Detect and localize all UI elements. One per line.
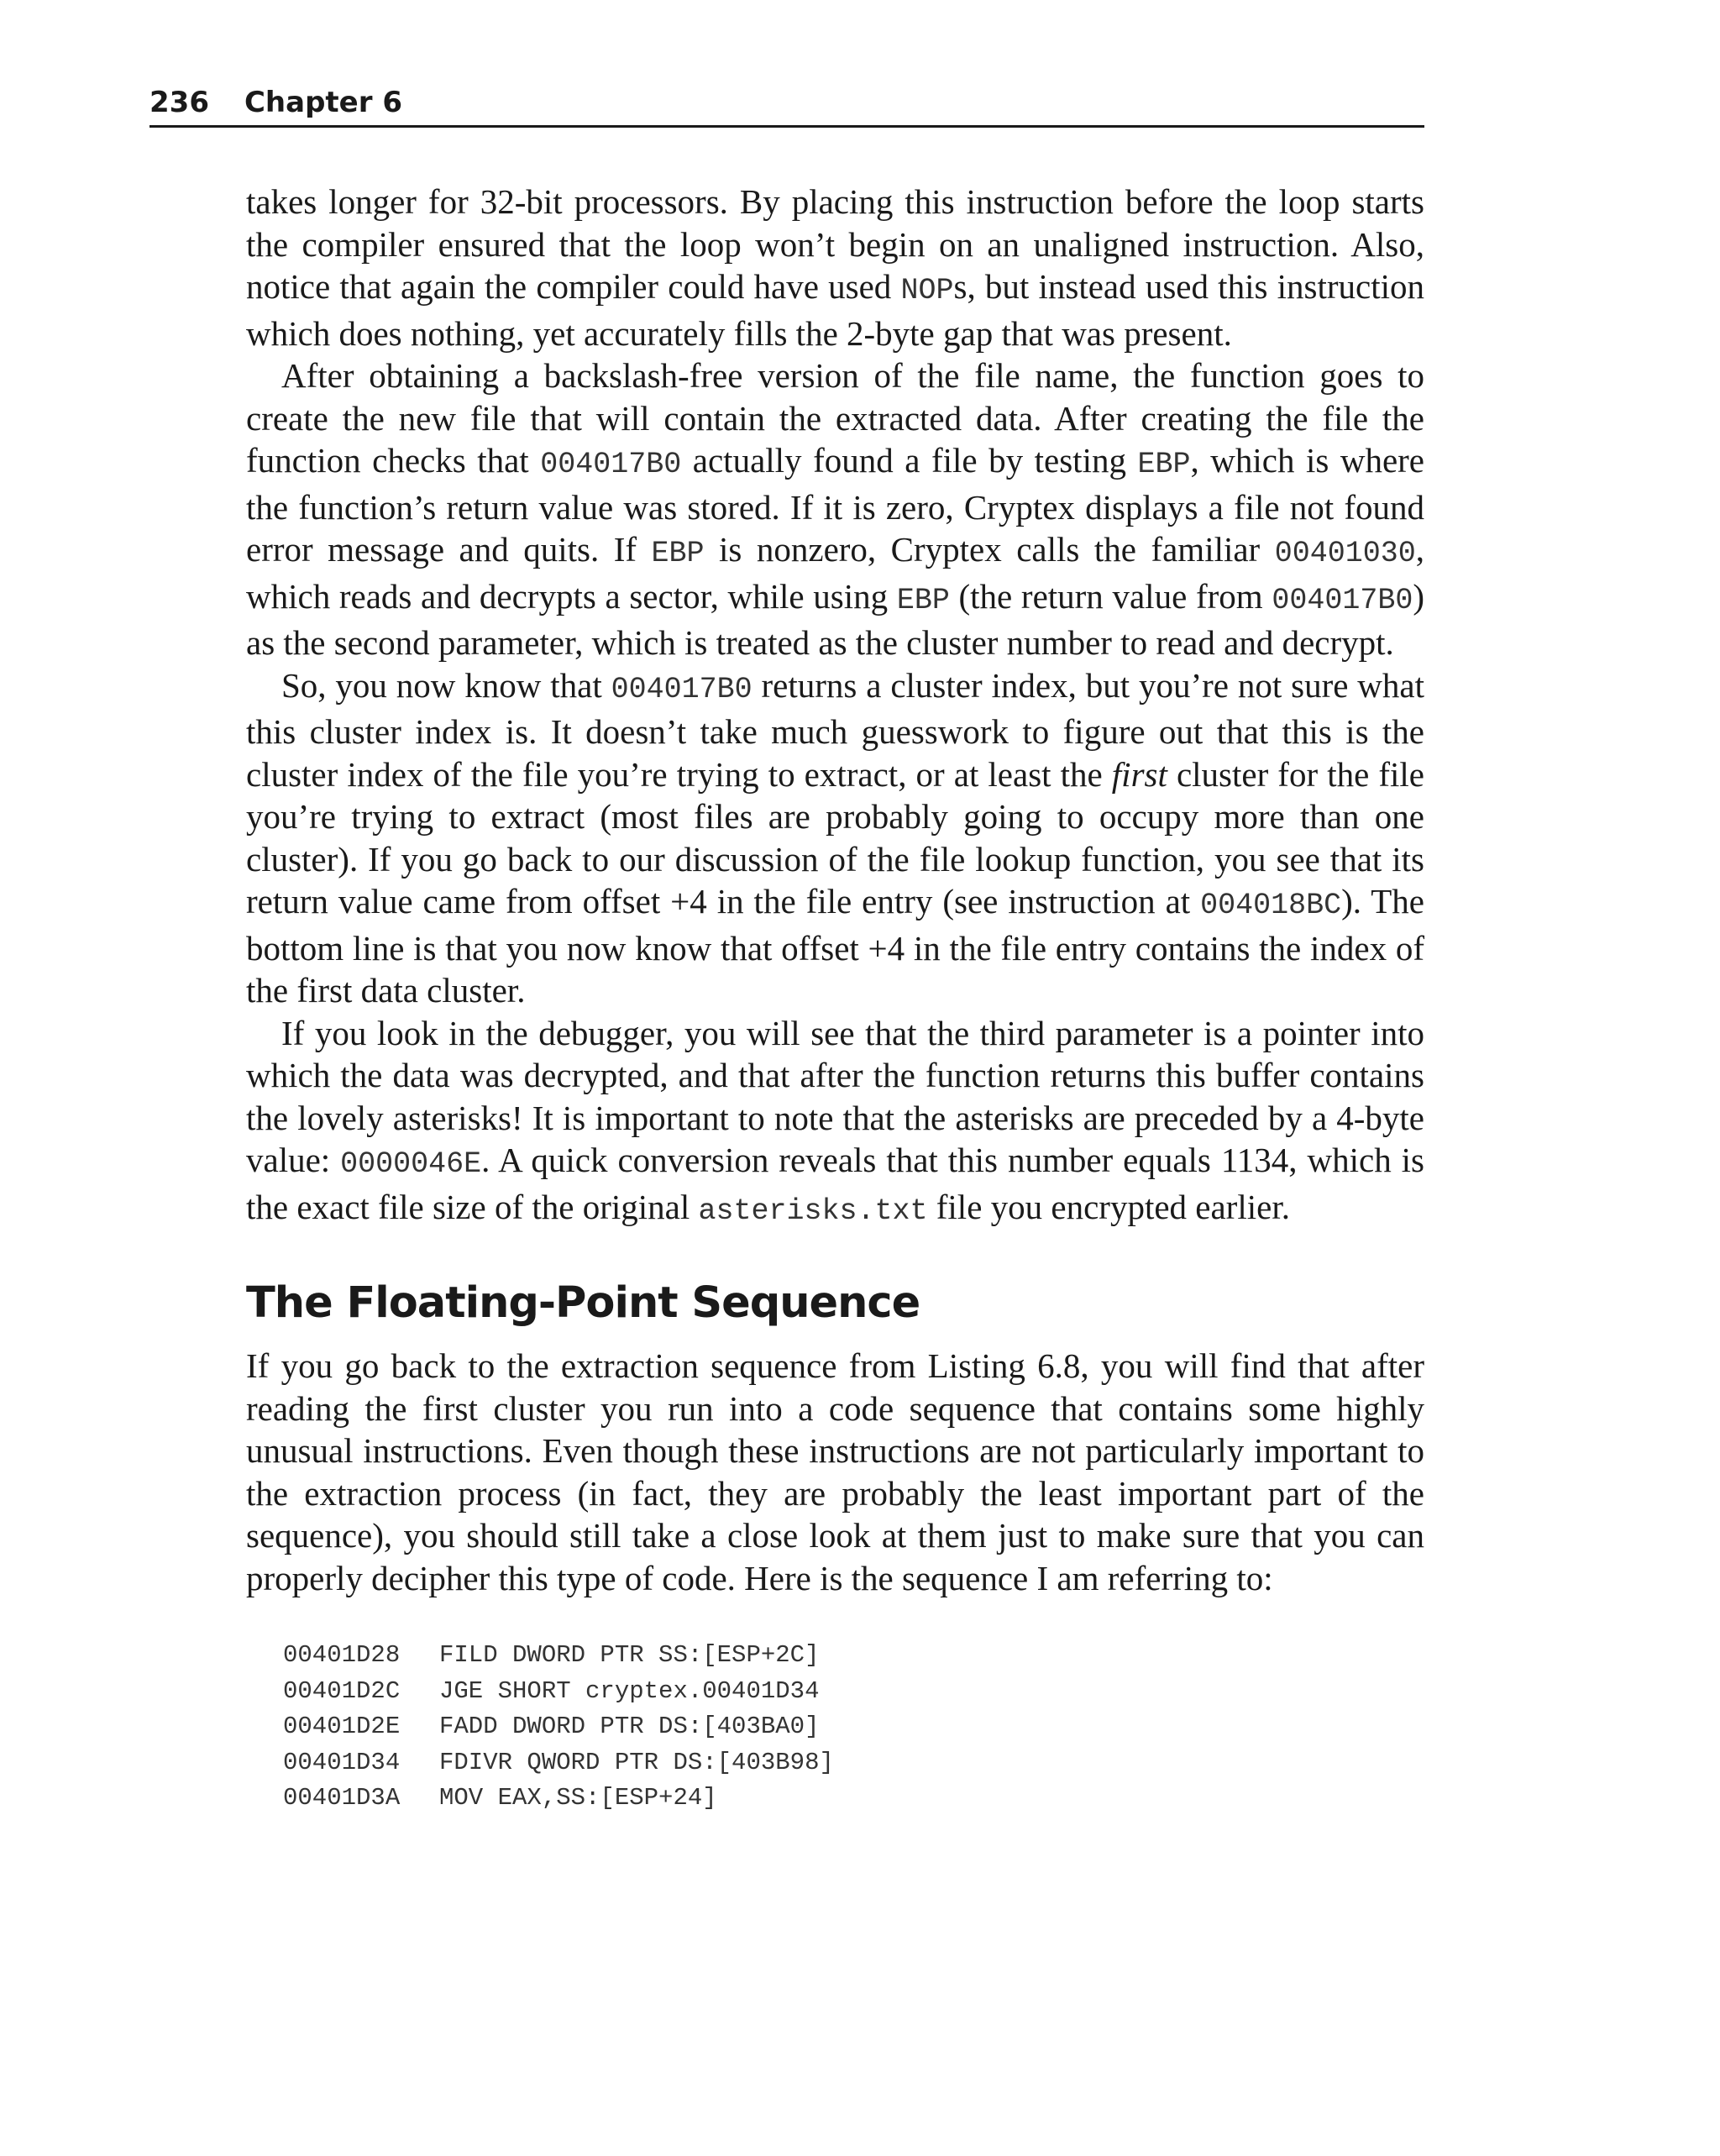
- text-run: cluster for the file you’re trying to extract (most files are probably going to occupy more than one cluster). If you go back to our discussion of the file lookup function, you see that its return value came from offset +4 in the file entry (see instruction at: [246, 754, 1424, 921]
- page-number: 236: [149, 86, 209, 119]
- code-line: [283, 1638, 1424, 1674]
- code-line: [283, 1745, 1424, 1781]
- text-run: ). The bottom line is that you now know that offset +4 in the file entry contains the index of the first data cluster.: [246, 882, 1424, 1010]
- text-run: , which is where the function’s return value was stored. If it is zero, Cryptex displays a file not found error message and quits. If: [246, 441, 1425, 569]
- text-run: (the return value from: [949, 576, 1272, 616]
- paragraph-2: [246, 354, 1424, 664]
- text-run: After obtaining a backslash-free version of the file name, the function goes to create the new file that will contain the extracted data. After creating the file the function checks that: [246, 356, 1424, 480]
- code-instruction: FILD DWORD PTR SS:[ESP+2C]: [439, 1641, 820, 1669]
- text-run: If you go back to the extraction sequence from Listing 6.8, you will find that after reading the first cluster you run into a code sequence that contains some highly unusual instructions. Even though these instructions are not particularly important to the extraction process (in fact, they are probably the least important part of the sequence), you should still take a close look at them just to make sure that you can properly decipher this type of code. Here is the sequence I am referring to:: [246, 1346, 1424, 1597]
- paragraph-3: [246, 664, 1424, 1012]
- text-run: So, you now know that: [281, 665, 611, 705]
- inline-code: 00401030: [1274, 537, 1416, 570]
- code-line: [283, 1709, 1424, 1745]
- inline-code: NOP: [900, 274, 954, 307]
- code-address: 00401D3A: [283, 1784, 401, 1812]
- paragraph-5: [246, 1345, 1424, 1599]
- paragraph-1: [246, 181, 1424, 354]
- inline-code: EBP: [1137, 448, 1191, 481]
- inline-code: 004017B0: [1272, 583, 1413, 617]
- text-run: actually found a file by testing: [681, 441, 1138, 480]
- code-address: 00401D2C: [283, 1676, 401, 1705]
- code-listing: [283, 1638, 1424, 1817]
- text-run: If you look in the debugger, you will see that the third parameter is a pointer into which the data was decrypted, and that after the function returns this buffer contains the lovely asterisks! It is important to note that the asterisks are preceded by a 4-byte value:: [246, 1013, 1424, 1179]
- running-header: [149, 80, 1424, 128]
- inline-code: EBP: [896, 583, 950, 617]
- inline-code: 004017B0: [611, 672, 752, 706]
- code-address: 00401D34: [283, 1748, 401, 1776]
- code-instruction: JGE SHORT cryptex.00401D34: [439, 1676, 820, 1705]
- text-run: s, but instead used this instruction which does nothing, yet accurately fills the 2-byte gap that was present.: [246, 267, 1424, 353]
- body-text: [246, 181, 1424, 1817]
- text-run: returns a cluster index, but you’re not sure what this cluster index is. It doesn’t take much guesswork to figure out that this is the cluster index of the file you’re trying to extract, or at least the: [246, 665, 1424, 794]
- inline-code: asterisks.txt: [698, 1193, 928, 1228]
- text-run: takes longer for 32-bit processors. By placing this instruction before the loop starts the compiler ensured that the loop won’t begin on an unaligned instruction. Also, notice that again the compiler could have used: [246, 182, 1424, 306]
- text-run: is nonzero, Cryptex calls the familiar: [704, 530, 1275, 569]
- inline-code: 0000046E: [340, 1147, 482, 1181]
- code-address: 00401D28: [283, 1641, 401, 1669]
- inline-code: 004017B0: [540, 448, 682, 481]
- text-run: , which reads and decrypts a sector, while using: [246, 530, 1424, 616]
- paragraph-4: [246, 1012, 1424, 1233]
- code-instruction: MOV EAX,SS:[ESP+24]: [439, 1784, 717, 1812]
- code-instruction: FDIVR QWORD PTR DS:[403B98]: [439, 1748, 834, 1776]
- text-run: ) as the second parameter, which is treated as the cluster number to read and decrypt.: [246, 576, 1424, 662]
- code-line: [283, 1674, 1424, 1710]
- inline-code: 004018BC: [1200, 889, 1342, 922]
- chapter-label: Chapter 6: [244, 86, 402, 119]
- code-instruction: FADD DWORD PTR DS:[403BA0]: [439, 1713, 820, 1740]
- text-run: file you encrypted earlier.: [927, 1187, 1290, 1226]
- emphasis: first: [1111, 754, 1167, 794]
- text-run: . A quick conversion reveals that this number equals 1134, which is the exact file size of the original: [246, 1141, 1425, 1226]
- code-address: 00401D2E: [283, 1713, 401, 1740]
- code-line: [283, 1781, 1424, 1817]
- section-heading: The Floating-Point Sequence: [246, 1278, 920, 1328]
- inline-code: EBP: [651, 537, 705, 570]
